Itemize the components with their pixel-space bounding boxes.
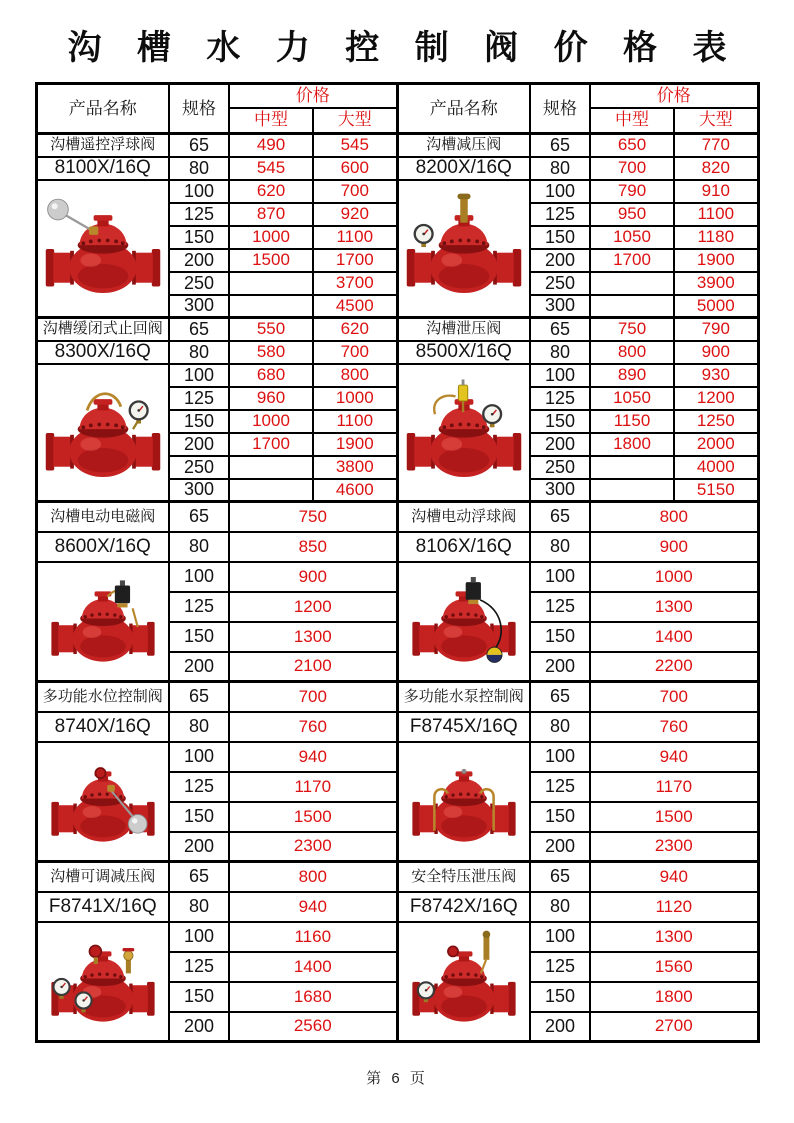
price-table	[35, 82, 760, 1043]
spec-value: 125	[169, 772, 229, 802]
spec-value: 300	[530, 479, 590, 502]
price-mid-value: 1500	[229, 249, 313, 272]
price-mid-value: 950	[590, 203, 674, 226]
spec-value: 200	[530, 1012, 590, 1042]
spec-value: 125	[530, 203, 590, 226]
price-mid-value	[590, 479, 674, 502]
spec-value: 250	[530, 272, 590, 295]
price-value: 1120	[590, 892, 758, 922]
price-value: 800	[590, 502, 758, 532]
table-row	[36, 502, 758, 532]
spec-value: 200	[530, 249, 590, 272]
price-large-value: 3800	[313, 456, 397, 479]
price-value: 1400	[229, 952, 397, 982]
header-product-left: 产品名称	[36, 84, 169, 134]
table-row	[36, 682, 758, 712]
table-row	[36, 364, 758, 387]
spec-value: 125	[530, 952, 590, 982]
product-name: 沟槽缓闭式止回阀	[36, 318, 169, 341]
product-name: 安全特压泄压阀	[397, 862, 530, 892]
table-row	[36, 742, 758, 772]
price-value: 760	[229, 712, 397, 742]
table-header	[36, 84, 758, 134]
price-large-value: 1700	[313, 249, 397, 272]
spec-value: 150	[169, 622, 229, 652]
spec-value: 65	[530, 682, 590, 712]
price-large-value: 600	[313, 157, 397, 180]
product-image	[36, 180, 169, 318]
price-large-value: 700	[313, 341, 397, 364]
spec-value: 100	[169, 180, 229, 203]
spec-value: 150	[169, 410, 229, 433]
spec-value: 150	[169, 982, 229, 1012]
table-row	[36, 922, 758, 952]
price-large-value: 3900	[674, 272, 758, 295]
price-large-value: 1100	[674, 203, 758, 226]
spec-value: 200	[530, 652, 590, 682]
price-mid-value: 1800	[590, 433, 674, 456]
spec-value: 150	[530, 802, 590, 832]
spec-value: 250	[530, 456, 590, 479]
price-mid-value	[590, 456, 674, 479]
page-number: 第 6 页	[366, 1070, 428, 1087]
header-mid-right: 中型	[590, 108, 674, 134]
price-large-value: 920	[313, 203, 397, 226]
price-value: 800	[229, 862, 397, 892]
spec-value: 125	[530, 592, 590, 622]
spec-value: 150	[169, 226, 229, 249]
price-value: 900	[229, 562, 397, 592]
product-model: F8745X/16Q	[397, 712, 530, 742]
spec-value: 200	[169, 652, 229, 682]
price-value: 700	[229, 682, 397, 712]
spec-value: 80	[169, 157, 229, 180]
spec-value: 80	[530, 341, 590, 364]
header-price-left: 价格	[229, 84, 397, 108]
table-row	[36, 341, 758, 364]
table-row	[36, 134, 758, 157]
price-mid-value: 790	[590, 180, 674, 203]
header-spec-left: 规格	[169, 84, 229, 134]
price-large-value: 1100	[313, 410, 397, 433]
spec-value: 125	[530, 387, 590, 410]
valve-solenoid-icon	[42, 566, 164, 676]
product-model: 8600X/16Q	[36, 532, 169, 562]
price-value: 1160	[229, 922, 397, 952]
spec-value: 150	[530, 982, 590, 1012]
price-large-value: 700	[313, 180, 397, 203]
spec-value: 65	[530, 862, 590, 892]
spec-value: 250	[169, 456, 229, 479]
spec-value: 100	[530, 742, 590, 772]
price-large-value: 1250	[674, 410, 758, 433]
spec-value: 100	[530, 180, 590, 203]
valve-pilot-gauge-icon	[403, 184, 525, 312]
spec-value: 65	[530, 134, 590, 157]
price-mid-value	[229, 295, 313, 318]
product-name: 沟槽减压阀	[397, 134, 530, 157]
product-image	[36, 562, 169, 682]
price-value: 700	[590, 682, 758, 712]
spec-value: 300	[169, 479, 229, 502]
product-model: 8740X/16Q	[36, 712, 169, 742]
valve-float-ball-icon	[42, 184, 164, 312]
product-image	[397, 562, 530, 682]
spec-value: 200	[530, 433, 590, 456]
table-row	[36, 532, 758, 562]
spec-value: 80	[530, 712, 590, 742]
price-value: 850	[229, 532, 397, 562]
price-large-value: 1200	[674, 387, 758, 410]
price-large-value: 5000	[674, 295, 758, 318]
price-value: 2700	[590, 1012, 758, 1042]
product-image	[36, 922, 169, 1042]
price-value: 1300	[590, 922, 758, 952]
price-value: 1300	[590, 592, 758, 622]
spec-value: 80	[169, 532, 229, 562]
price-value: 1800	[590, 982, 758, 1012]
price-mid-value: 960	[229, 387, 313, 410]
product-model: F8741X/16Q	[36, 892, 169, 922]
spec-value: 100	[169, 922, 229, 952]
price-value: 940	[229, 742, 397, 772]
product-image	[397, 922, 530, 1042]
price-value: 1500	[229, 802, 397, 832]
price-value: 2100	[229, 652, 397, 682]
price-value: 2300	[590, 832, 758, 862]
spec-value: 300	[169, 295, 229, 318]
spec-value: 100	[530, 364, 590, 387]
price-mid-value: 620	[229, 180, 313, 203]
price-mid-value: 550	[229, 318, 313, 341]
price-mid-value: 545	[229, 157, 313, 180]
product-name: 沟槽电动电磁阀	[36, 502, 169, 532]
header-large-right: 大型	[674, 108, 758, 134]
page-title: 沟 槽 水 力 控 制 阀 价 格 表	[67, 29, 740, 67]
price-large-value: 545	[313, 134, 397, 157]
price-value: 1300	[229, 622, 397, 652]
price-mid-value: 700	[590, 157, 674, 180]
price-value: 1170	[590, 772, 758, 802]
price-mid-value: 490	[229, 134, 313, 157]
spec-value: 150	[530, 410, 590, 433]
spec-value: 200	[169, 249, 229, 272]
header-price-right: 价格	[590, 84, 758, 108]
spec-value: 65	[169, 502, 229, 532]
price-large-value: 1100	[313, 226, 397, 249]
product-name: 沟槽电动浮球阀	[397, 502, 530, 532]
table-body	[36, 134, 758, 1042]
spec-value: 65	[169, 318, 229, 341]
valve-relief-yellow-icon	[403, 368, 525, 496]
header-product-right: 产品名称	[397, 84, 530, 134]
spec-value: 80	[530, 532, 590, 562]
spec-value: 80	[169, 712, 229, 742]
table-row	[36, 157, 758, 180]
product-model: 8300X/16Q	[36, 341, 169, 364]
price-large-value: 770	[674, 134, 758, 157]
price-large-value: 2000	[674, 433, 758, 456]
product-image	[397, 742, 530, 862]
price-large-value: 790	[674, 318, 758, 341]
table-row	[36, 562, 758, 592]
spec-value: 150	[530, 622, 590, 652]
header-spec-right: 规格	[530, 84, 590, 134]
product-model: 8106X/16Q	[397, 532, 530, 562]
price-large-value: 1000	[313, 387, 397, 410]
product-image	[36, 742, 169, 862]
price-mid-value: 890	[590, 364, 674, 387]
table-row	[36, 862, 758, 892]
price-large-value: 4500	[313, 295, 397, 318]
price-value: 1170	[229, 772, 397, 802]
price-mid-value: 1700	[229, 433, 313, 456]
spec-value: 150	[530, 226, 590, 249]
price-large-value: 620	[313, 318, 397, 341]
valve-solenoid-float-icon	[403, 566, 525, 676]
price-large-value: 910	[674, 180, 758, 203]
valve-safety-pilot-icon	[403, 926, 525, 1036]
price-value: 2560	[229, 1012, 397, 1042]
price-value: 1400	[590, 622, 758, 652]
product-image	[36, 364, 169, 502]
product-model: 8200X/16Q	[397, 157, 530, 180]
price-value: 1200	[229, 592, 397, 622]
spec-value: 125	[169, 203, 229, 226]
spec-value: 100	[169, 364, 229, 387]
price-mid-value: 870	[229, 203, 313, 226]
price-mid-value: 1050	[590, 387, 674, 410]
header-large-left: 大型	[313, 108, 397, 134]
table-row	[36, 318, 758, 341]
price-large-value: 900	[674, 341, 758, 364]
price-mid-value: 580	[229, 341, 313, 364]
header-mid-left: 中型	[229, 108, 313, 134]
table-row	[36, 892, 758, 922]
price-large-value: 5150	[674, 479, 758, 502]
spec-value: 80	[169, 892, 229, 922]
price-large-value: 1900	[674, 249, 758, 272]
spec-value: 65	[530, 502, 590, 532]
spec-value: 80	[530, 157, 590, 180]
price-value: 1000	[590, 562, 758, 592]
price-large-value: 1180	[674, 226, 758, 249]
valve-adjustable-gauges-icon	[42, 926, 164, 1036]
spec-value: 200	[530, 832, 590, 862]
spec-value: 80	[530, 892, 590, 922]
price-mid-value: 1150	[590, 410, 674, 433]
product-model: 8100X/16Q	[36, 157, 169, 180]
spec-value: 65	[169, 134, 229, 157]
price-mid-value	[229, 272, 313, 295]
price-value: 1500	[590, 802, 758, 832]
product-name: 沟槽遥控浮球阀	[36, 134, 169, 157]
price-large-value: 4600	[313, 479, 397, 502]
price-large-value: 800	[313, 364, 397, 387]
price-mid-value: 680	[229, 364, 313, 387]
product-image	[397, 180, 530, 318]
product-name: 多功能水泵控制阀	[397, 682, 530, 712]
price-value: 940	[590, 742, 758, 772]
price-value: 940	[229, 892, 397, 922]
product-model: 8500X/16Q	[397, 341, 530, 364]
spec-value: 200	[169, 1012, 229, 1042]
price-value: 2300	[229, 832, 397, 862]
spec-value: 125	[169, 387, 229, 410]
price-mid-value: 650	[590, 134, 674, 157]
spec-value: 100	[530, 922, 590, 952]
price-value: 750	[229, 502, 397, 532]
spec-value: 100	[530, 562, 590, 592]
product-model: F8742X/16Q	[397, 892, 530, 922]
product-name: 沟槽泄压阀	[397, 318, 530, 341]
valve-pump-control-icon	[403, 746, 525, 856]
price-mid-value	[229, 479, 313, 502]
price-large-value: 930	[674, 364, 758, 387]
spec-value: 250	[169, 272, 229, 295]
spec-value: 100	[169, 742, 229, 772]
price-mid-value	[590, 295, 674, 318]
price-value: 760	[590, 712, 758, 742]
price-mid-value: 1700	[590, 249, 674, 272]
product-name: 沟槽可调减压阀	[36, 862, 169, 892]
price-mid-value: 800	[590, 341, 674, 364]
spec-value: 80	[169, 341, 229, 364]
price-mid-value: 1000	[229, 226, 313, 249]
spec-value: 65	[169, 862, 229, 892]
spec-value: 200	[169, 832, 229, 862]
table-row	[36, 180, 758, 203]
valve-check-gauge-icon	[42, 368, 164, 496]
spec-value: 300	[530, 295, 590, 318]
price-value: 1680	[229, 982, 397, 1012]
spec-value: 125	[169, 952, 229, 982]
price-mid-value: 1000	[229, 410, 313, 433]
price-value: 1560	[590, 952, 758, 982]
price-large-value: 820	[674, 157, 758, 180]
spec-value: 200	[169, 433, 229, 456]
product-name: 多功能水位控制阀	[36, 682, 169, 712]
price-large-value: 4000	[674, 456, 758, 479]
price-mid-value	[229, 456, 313, 479]
spec-value: 100	[169, 562, 229, 592]
price-mid-value	[590, 272, 674, 295]
spec-value: 125	[169, 592, 229, 622]
price-large-value: 1900	[313, 433, 397, 456]
price-mid-value: 1050	[590, 226, 674, 249]
price-value: 2200	[590, 652, 758, 682]
table-row	[36, 712, 758, 742]
price-mid-value: 750	[590, 318, 674, 341]
spec-value: 65	[169, 682, 229, 712]
product-image	[397, 364, 530, 502]
price-large-value: 3700	[313, 272, 397, 295]
valve-level-float-icon	[42, 746, 164, 856]
spec-value: 125	[530, 772, 590, 802]
spec-value: 65	[530, 318, 590, 341]
price-value: 940	[590, 862, 758, 892]
price-value: 900	[590, 532, 758, 562]
spec-value: 150	[169, 802, 229, 832]
